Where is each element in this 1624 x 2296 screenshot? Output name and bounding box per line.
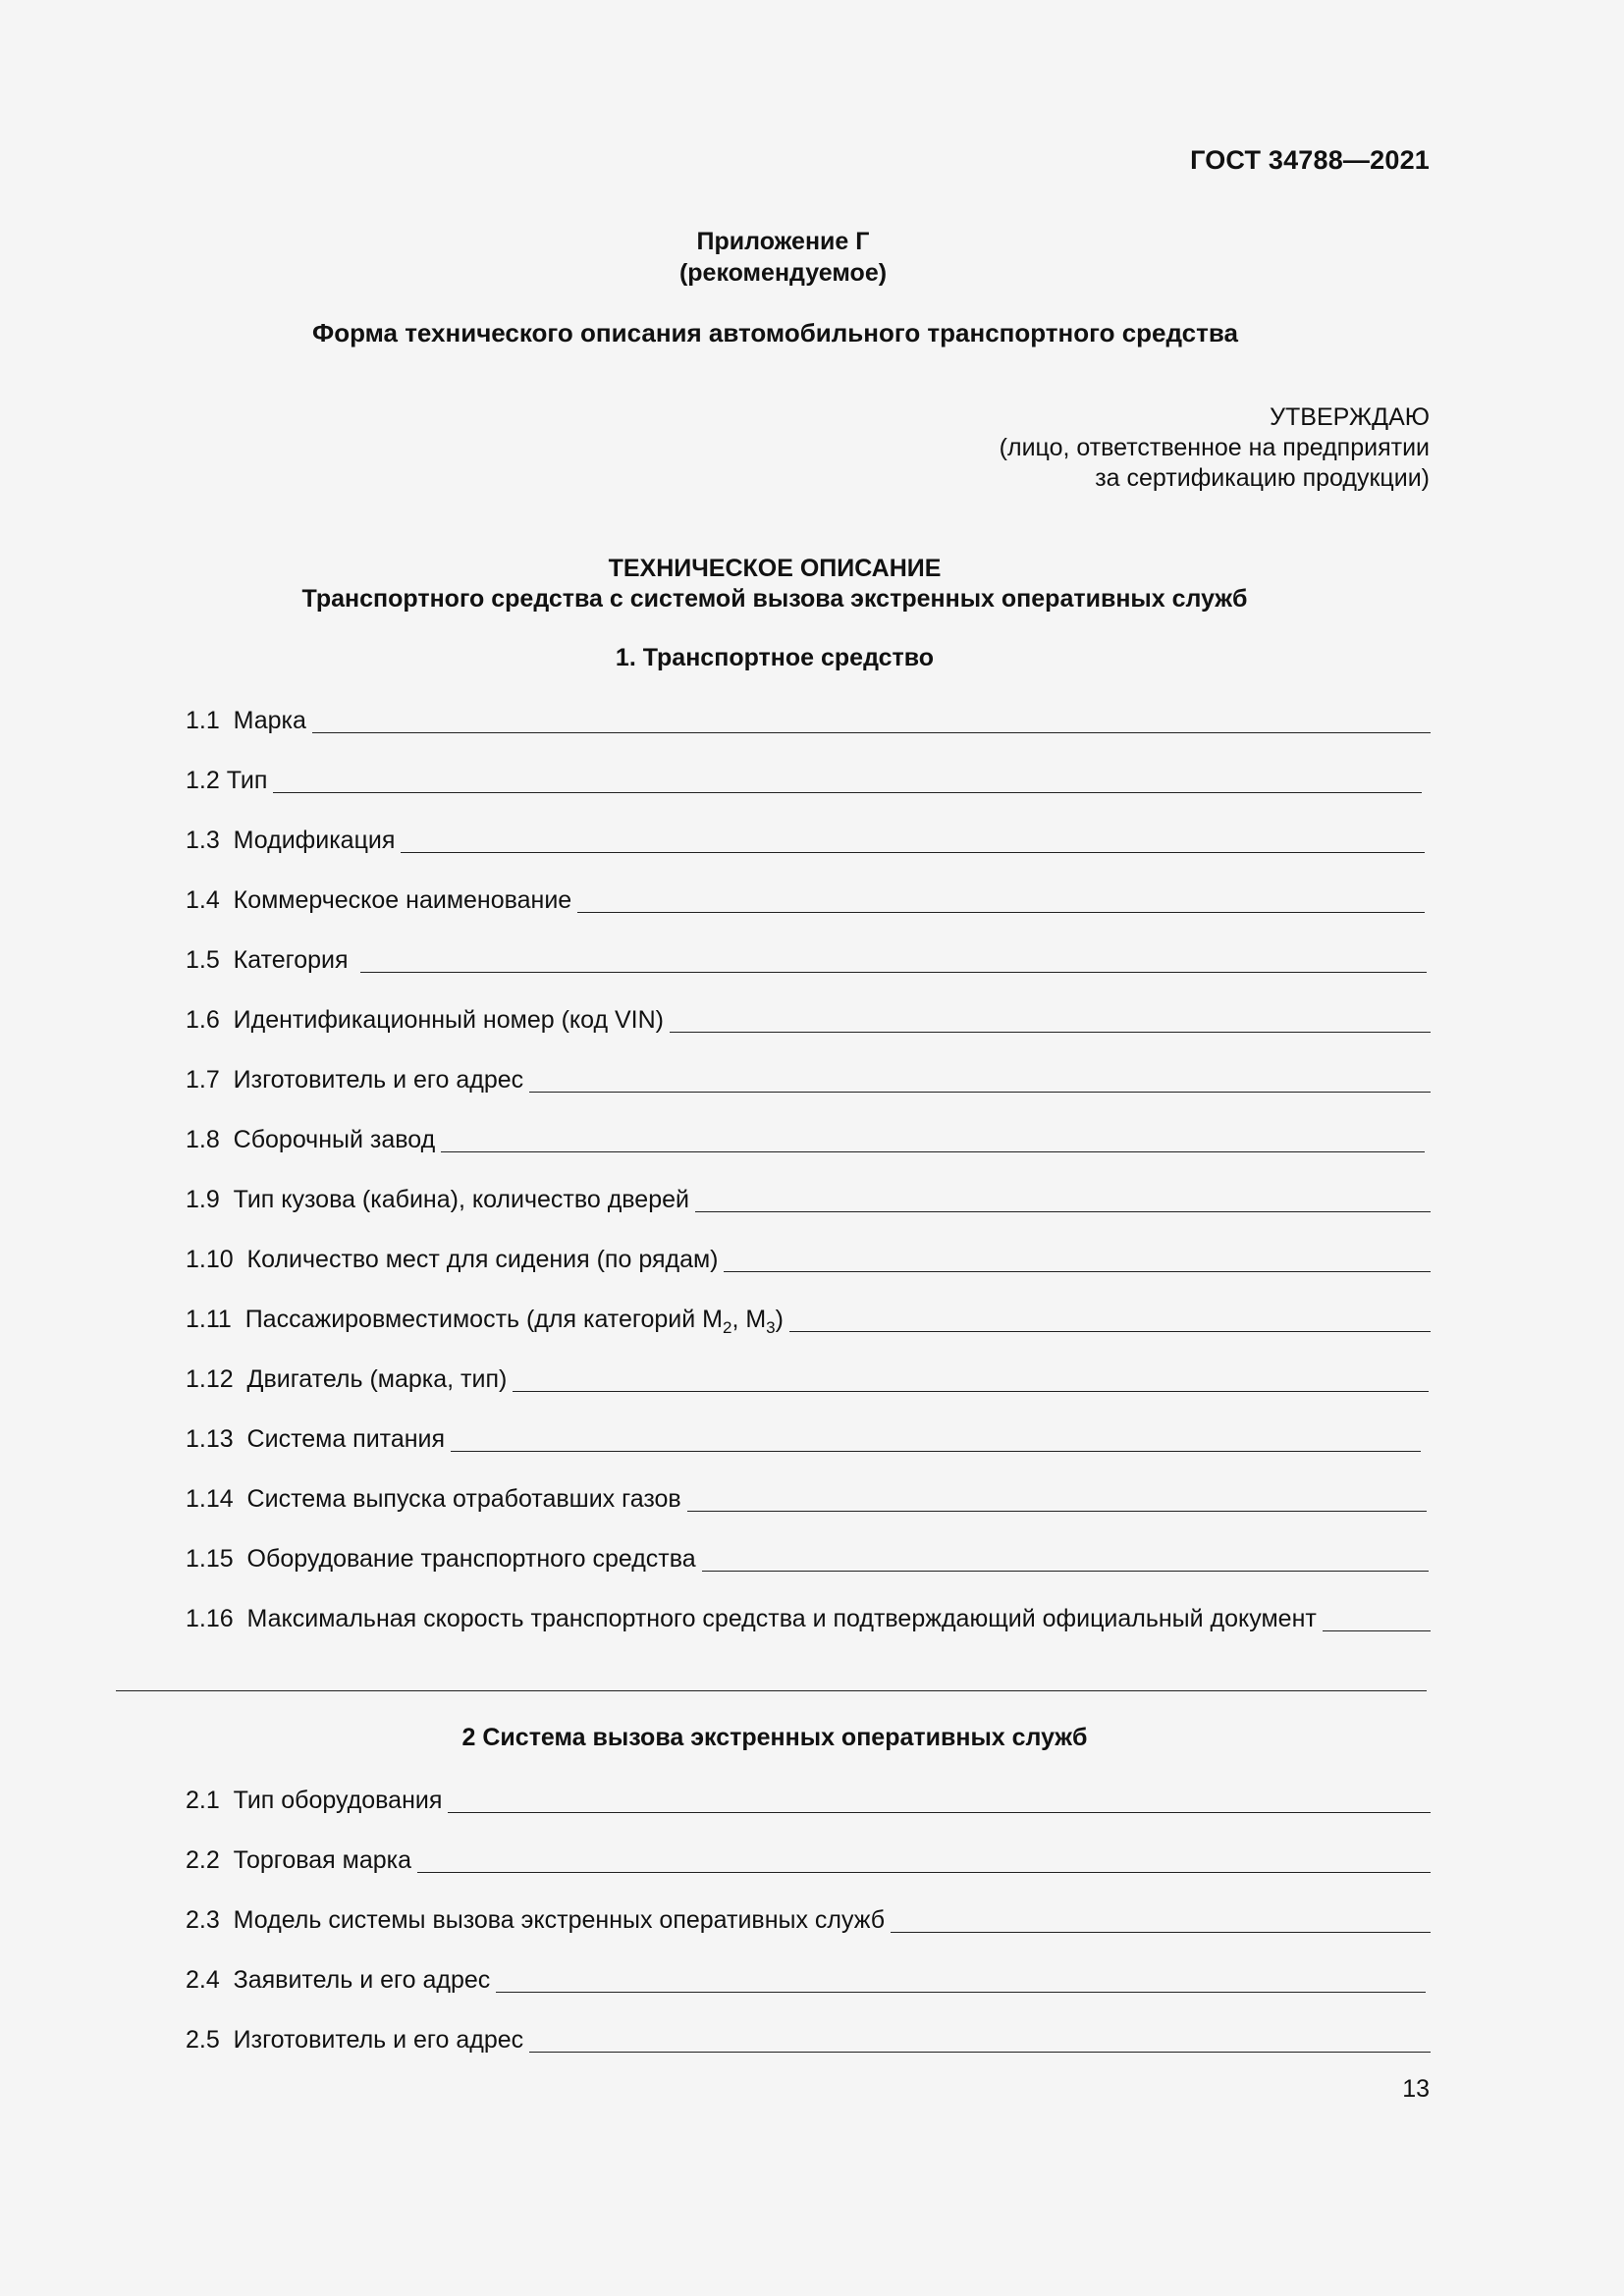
field-label: 1.7 Изготовитель и его адрес (186, 1066, 524, 1094)
field-label: 1.9 Тип кузова (кабина), количество дверей (186, 1186, 689, 1213)
fill-line[interactable] (451, 1450, 1421, 1452)
fill-line[interactable] (529, 2051, 1431, 2053)
field-label: 1.6 Идентификационный номер (код VIN) (186, 1006, 665, 1034)
field-2-2[interactable] (186, 1842, 1431, 1874)
field-2-3[interactable] (186, 1902, 1431, 1934)
fill-line[interactable] (273, 791, 1422, 793)
approval-block (1000, 402, 1430, 494)
field-1-11[interactable] (186, 1302, 1431, 1337)
field-label: 1.14 Система выпуска отработавших газов (186, 1485, 681, 1513)
fill-line[interactable] (360, 971, 1427, 973)
field-1-4[interactable] (186, 882, 1425, 914)
field-label: 1.16 Максимальная скорость транспортного средства и подтверждающий официальный документ (186, 1605, 1317, 1632)
field-label: 2.4 Заявитель и его адрес (186, 1966, 491, 1994)
field-1-14[interactable] (186, 1481, 1427, 1513)
field-label: 1.12 Двигатель (марка, тип) (186, 1365, 508, 1393)
fill-line[interactable] (401, 851, 1425, 853)
fill-line[interactable] (789, 1330, 1431, 1332)
field-label (186, 1306, 784, 1337)
fill-line[interactable] (1323, 1629, 1431, 1631)
field-1-6[interactable] (186, 1002, 1431, 1034)
appendix-heading (0, 226, 1566, 289)
appendix-status: (рекомендуемое) (678, 259, 888, 287)
field-label: 1.10 Количество мест для сидения (по рядам) (186, 1246, 719, 1273)
standard-code: ГОСТ 34788—2021 (1190, 145, 1430, 175)
fill-line[interactable] (891, 1931, 1431, 1933)
tech-subtitle: Транспортного средства с системой вызова экстренных оперативных служб (301, 585, 1248, 613)
form-title: Форма технического описания автомобильного транспортного средства (312, 318, 1238, 347)
tech-title: ТЕХНИЧЕСКОЕ ОПИСАНИЕ (608, 555, 942, 582)
approval-line-1: (лицо, ответственное на предприятии (999, 434, 1430, 461)
field-label: 1.1 Марка (186, 707, 306, 734)
subscript-2: 2 (722, 1318, 732, 1337)
field-2-1[interactable] (186, 1783, 1431, 1814)
field-1-7[interactable] (186, 1062, 1431, 1094)
subscript-3: 3 (766, 1318, 776, 1337)
field-label: 1.4 Коммерческое наименование (186, 886, 572, 914)
field-1-9[interactable] (186, 1182, 1431, 1213)
field-1-12[interactable] (186, 1362, 1429, 1393)
fill-line[interactable] (496, 1991, 1426, 1993)
fill-line[interactable] (670, 1031, 1431, 1033)
fill-line[interactable] (312, 731, 1431, 733)
approval-line-2: за сертификацию продукции) (1095, 464, 1430, 492)
field-label: 1.3 Модификация (186, 827, 396, 854)
fill-line[interactable] (448, 1811, 1431, 1813)
field-label: 2.2 Торговая марка (186, 1846, 412, 1874)
field-label: 1.2 Тип (186, 767, 268, 794)
field-label: 1.8 Сборочный завод (186, 1126, 436, 1153)
fill-line[interactable] (441, 1150, 1425, 1152)
field-1-13[interactable] (186, 1421, 1421, 1453)
field-1-10[interactable] (186, 1242, 1431, 1273)
section-2-title: 2 Система вызова экстренных оперативных служб (461, 1724, 1088, 1751)
field-label: 2.5 Изготовитель и его адрес (186, 2026, 524, 2054)
fill-line[interactable] (687, 1510, 1427, 1512)
fill-line[interactable] (702, 1570, 1429, 1572)
fill-line[interactable] (577, 911, 1425, 913)
fill-line[interactable] (529, 1091, 1431, 1093)
section-1-title: 1. Транспортное средство (615, 644, 935, 671)
field-label: 1.5 Категория (186, 946, 355, 974)
field-1-2[interactable] (186, 763, 1422, 794)
field-2-5[interactable] (186, 2022, 1431, 2054)
fill-line[interactable] (513, 1390, 1429, 1392)
page-number: 13 (1402, 2075, 1430, 2103)
field-1-1[interactable] (186, 703, 1431, 734)
appendix-title: Приложение Г (696, 228, 870, 255)
field-1-3[interactable] (186, 823, 1425, 854)
tech-description-heading (0, 554, 1549, 614)
field-label-end: ) (775, 1306, 784, 1333)
fill-line[interactable] (695, 1210, 1431, 1212)
field-label: 2.1 Тип оборудования (186, 1787, 443, 1814)
approval-label: УТВЕРЖДАЮ (1270, 403, 1430, 431)
field-label: 1.13 Система питания (186, 1425, 446, 1453)
field-2-4[interactable] (186, 1962, 1426, 1994)
field-label-text: 1.11 Пассажировместимость (для категорий M (186, 1306, 723, 1333)
field-label-mid: , M (731, 1306, 767, 1333)
section-divider (116, 1690, 1427, 1691)
fill-line[interactable] (417, 1871, 1431, 1873)
field-1-15[interactable] (186, 1541, 1429, 1573)
field-label: 2.3 Модель системы вызова экстренных оперативных служб (186, 1906, 886, 1934)
field-1-8[interactable] (186, 1122, 1425, 1153)
field-label: 1.15 Оборудование транспортного средства (186, 1545, 696, 1573)
field-1-16[interactable] (186, 1601, 1431, 1632)
field-1-5[interactable] (186, 942, 1427, 974)
fill-line[interactable] (724, 1270, 1431, 1272)
